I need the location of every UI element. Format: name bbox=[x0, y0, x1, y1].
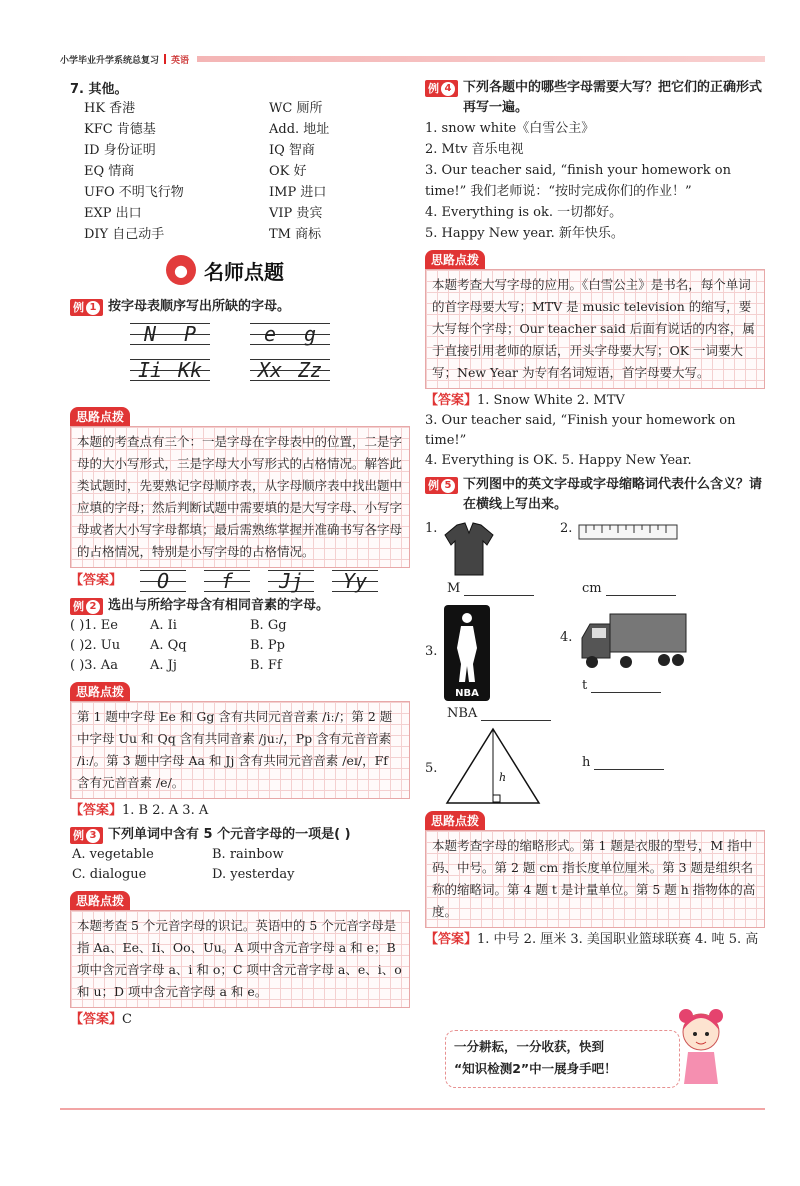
right-column bbox=[425, 78, 765, 950]
abbr-title: 7. 其他。 bbox=[70, 82, 128, 97]
question-text: 按字母表顺序写出所缺的字母。 bbox=[108, 299, 291, 314]
answer-blank[interactable] bbox=[594, 756, 664, 770]
book-title: 小学毕业升学系统总复习 bbox=[60, 55, 160, 66]
example-4-question bbox=[425, 78, 765, 118]
example-tag: 例 3 bbox=[70, 827, 103, 844]
picture-nba: 3. NBA NBA bbox=[425, 604, 560, 721]
answer-blank[interactable] bbox=[606, 582, 676, 596]
question-text: 选出与所给字母含有相同音素的字母。 bbox=[108, 598, 330, 613]
abbr-item: KFC 肯德基 bbox=[84, 122, 156, 137]
answer-line: Yy bbox=[332, 570, 378, 592]
writing-line: Ii Kk bbox=[130, 359, 210, 381]
abbr-item: HK 香港 bbox=[84, 101, 136, 116]
abbr-item: Add. 地址 bbox=[269, 122, 330, 137]
example-3-question bbox=[70, 825, 410, 845]
abbr-item: VIP 贵宾 bbox=[269, 206, 323, 221]
abbr-item: UFO 不明飞行物 bbox=[84, 185, 184, 200]
triangle-icon bbox=[443, 727, 543, 805]
answer-line: Jj bbox=[268, 570, 314, 592]
answer-blank[interactable] bbox=[464, 582, 534, 596]
abbr-list bbox=[84, 99, 410, 245]
answer-line: f bbox=[204, 570, 250, 592]
example-5-question bbox=[425, 475, 765, 515]
abbr-item: EQ 情商 bbox=[84, 164, 135, 179]
picture-shirt: 1. M bbox=[425, 521, 560, 596]
example-tag: 例 2 bbox=[70, 598, 103, 615]
svg-text:NBA: NBA bbox=[455, 688, 480, 699]
abbr-item: WC 厕所 bbox=[269, 101, 323, 116]
example-1-question bbox=[70, 297, 410, 317]
subject-label: 英语 bbox=[171, 55, 190, 66]
example-1-answer: 【答案】 O f Jj Yy bbox=[70, 570, 410, 592]
tips-box: 本题考查 5 个元音字母的识记。英语中的 5 个元音字母是指 Aa、Ee、Ii、Oo、Uu。A 项中含元音字母 a 和 e；B 项中含元音字母 a、i 和 o；C 项中含元音字母 a、e、i、o 和 u；D 项中含元音字母 a 和 e。 bbox=[70, 910, 410, 1008]
example-2-answer: 【答案】1. B 2. A 3. A bbox=[70, 803, 209, 818]
question-text: 下列图中的英文字母或字母缩略词代表什么含义？请在横线上写出来。 bbox=[463, 477, 763, 512]
example-tag: 例 5 bbox=[425, 477, 458, 494]
picture-ruler: 2. cm bbox=[560, 521, 700, 596]
abbr-item: DIY 自己动手 bbox=[84, 227, 165, 242]
question-text: 下列单词中含有 5 个元音字母的一项是( ) bbox=[108, 827, 351, 842]
left-column bbox=[70, 78, 410, 1030]
teacher-icon: ● bbox=[166, 255, 196, 285]
girl-mascot-icon bbox=[676, 1006, 726, 1088]
tips-box: 本题考查字母的缩略形式。第 1 题是衣服的型号，M 指中码、中号。第 2 题 cm 指长度单位厘米。第 3 题是组织名称的缩略词。第 4 题 t 是计量单位。第 5 题 h 指物体的高度。 bbox=[425, 830, 765, 928]
example-2-choices: ( )1. Ee A. Ii B. Gg ( )2. Uu A. Qq B. Pp ( )3. Aa A. Jj B. Ff bbox=[70, 618, 287, 673]
example-tag: 例 4 bbox=[425, 80, 458, 97]
tips-box: 本题的考查点有三个：一是字母在字母表中的位置，二是字母的大小写形式，三是字母大小写形式的占格情况。解答此类试题时，先要熟记字母顺序表，从字母顺序表中找出题中应填的字母；然后判断试题中需要填的是大写字母、小写字母或者大小写字母都填；最后需熟练掌握并准确书写各字母的占格情况，特别是小写字母的占格情况。 bbox=[70, 426, 410, 568]
tips-label: 思路点拨 bbox=[70, 891, 130, 910]
page-header bbox=[60, 52, 765, 66]
example-tag: 例 1 bbox=[70, 299, 103, 316]
header-separator bbox=[164, 54, 166, 64]
example-3-options: A. vegetable B. rainbow C. dialogue D. yesterday bbox=[72, 847, 295, 882]
section-title: 名师点题 bbox=[204, 259, 284, 284]
abbr-item: TM 商标 bbox=[269, 227, 322, 242]
header-bar bbox=[197, 56, 765, 62]
truck-icon bbox=[578, 610, 688, 674]
example-5-answer: 【答案】1. 中号 2. 厘米 3. 美国职业篮球联赛 4. 吨 5. 高 bbox=[425, 932, 759, 947]
letter-writing-lines bbox=[130, 323, 410, 395]
answer-blank[interactable] bbox=[481, 707, 551, 721]
answer-blank[interactable] bbox=[591, 679, 661, 693]
tips-box: 第 1 题中字母 Ee 和 Gg 含有共同元音音素 /iː/；第 2 题中字母 Uu 和 Qq 含有共同音素 /juː/，Pp 含有元音音素 /iː/。第 3 题中字母 Aa 和 Jj 含有共同元音音素 /eɪ/，Ff 含有元音音素 /e/。 bbox=[70, 701, 410, 799]
writing-line: Xx Zz bbox=[250, 359, 330, 381]
shirt-icon bbox=[443, 521, 495, 577]
tips-label: 思路点拨 bbox=[70, 407, 130, 426]
abbr-item: ID 身份证明 bbox=[84, 143, 156, 158]
abbr-item: OK 好 bbox=[269, 164, 307, 179]
tips-label: 思路点拨 bbox=[425, 250, 485, 269]
answer-line: O bbox=[140, 570, 186, 592]
section-banner bbox=[166, 255, 410, 285]
picture-truck: 4. t bbox=[560, 610, 700, 721]
writing-line: N P bbox=[130, 323, 210, 345]
picture-grid bbox=[425, 521, 765, 805]
footer-line bbox=[60, 1108, 765, 1110]
writing-line: e g bbox=[250, 323, 330, 345]
example-4-items: 1. snow white《白雪公主》 2. Mtv 音乐电视 3. Our teacher said, “finish your homework on time!” 我们老师说：“按时完成你们的作业！” 4. Everything is ok. 一切都好。 5. Happy New year. 新年快乐。 bbox=[425, 121, 731, 241]
example-3-answer: 【答案】C bbox=[70, 1012, 132, 1027]
example-2-question bbox=[70, 596, 410, 616]
example-4-answer: 【答案】1. Snow White 2. MTV 3. Our teacher said, “Finish your homework on time!” 4. Everything is OK. 5. Happy New Year. bbox=[425, 393, 736, 468]
svg-text:h: h bbox=[499, 771, 507, 784]
abbr-item: IMP 进口 bbox=[269, 185, 327, 200]
nba-logo-icon bbox=[443, 604, 491, 702]
picture-triangle: 5. h bbox=[425, 727, 560, 805]
tips-label: 思路点拨 bbox=[425, 811, 485, 830]
picture-height-answer: h bbox=[560, 751, 700, 805]
tips-box: 本题考查大写字母的应用。《白雪公主》是书名，每个单词的首字母要大写；MTV 是 music television 的缩写，要大写每个字母；Our teacher said 后面有说话的内容，属于直接引用老师的原话，开头字母要大写；OK 一词要大写；New Year 为专有名词短语，首字母要大写。 bbox=[425, 269, 765, 389]
encouragement-note: 一分耕耘，一分收获，快到 “知识检测2”中一展身手吧！ bbox=[445, 1030, 680, 1088]
abbr-item: EXP 出口 bbox=[84, 206, 142, 221]
abbr-item: IQ 智商 bbox=[269, 143, 315, 158]
ruler-icon bbox=[578, 521, 678, 543]
question-text: 下列各题中的哪些字母需要大写？把它们的正确形式再写一遍。 bbox=[463, 80, 763, 115]
tips-label: 思路点拨 bbox=[70, 682, 130, 701]
